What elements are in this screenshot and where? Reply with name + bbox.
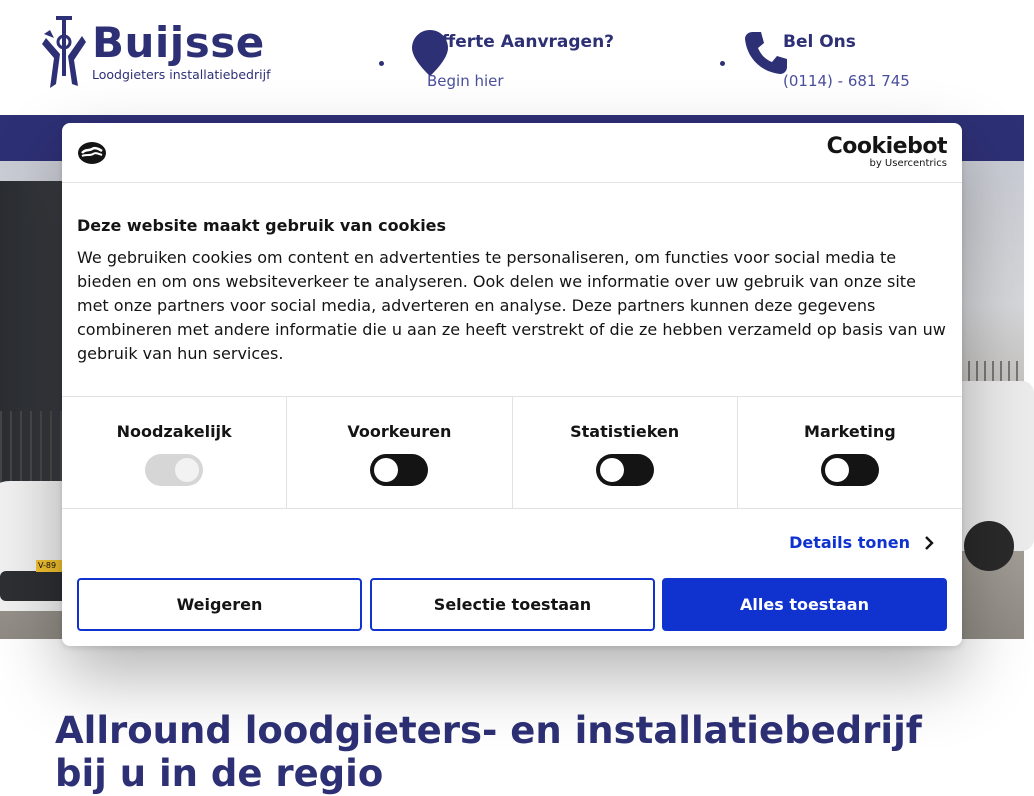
category-label: Statistieken	[570, 422, 680, 441]
license-plate: V-89	[36, 560, 66, 572]
category-necessary	[62, 397, 287, 508]
marketing-toggle[interactable]	[821, 454, 879, 486]
category-label: Voorkeuren	[347, 422, 452, 441]
cookie-dialog-text: We gebruiken cookies om content en advertenties te personaliseren, om functies voor social media te bieden en om ons websiteverkeer te analyseren. Ook delen we informatie over uw gebruik van onze site met onze partners voor social media, adverteren en analyse. Deze partners kunnen deze gegevens combineren met andere informatie die u aan ze heeft verstrekt of die ze hebben verzameld op basis van uw gebruik van hun services.	[77, 248, 946, 363]
category-label: Marketing	[804, 422, 896, 441]
phone-number-link[interactable]: (0114) - 681 745	[783, 72, 910, 90]
cookiebot-brand[interactable]	[827, 136, 947, 170]
show-details-label: Details tonen	[789, 533, 910, 552]
separator-dot	[379, 61, 384, 66]
site-header	[0, 0, 1024, 115]
cookie-dialog-header	[62, 123, 962, 183]
cookie-icon	[77, 140, 107, 166]
chevron-right-icon	[924, 536, 934, 550]
cookie-consent-dialog	[62, 123, 962, 646]
statistics-toggle[interactable]	[596, 454, 654, 486]
category-preferences	[287, 397, 512, 508]
quote-link[interactable]: Begin hier	[427, 72, 504, 90]
cookie-dialog-title: Deze website maakt gebruik van cookies	[77, 216, 447, 235]
toggle-knob	[175, 458, 199, 482]
page-headline: Allround loodgieters- en installatiebedrijf	[55, 709, 922, 752]
necessary-toggle	[145, 454, 203, 486]
category-marketing	[738, 397, 962, 508]
cookie-category-row	[62, 396, 962, 509]
deny-button[interactable]: Weigeren	[77, 578, 362, 631]
preferences-toggle[interactable]	[370, 454, 428, 486]
quote-title[interactable]: Offerte Aanvragen?	[427, 32, 615, 52]
call-title[interactable]: Bel Ons	[783, 32, 856, 52]
plumber-logo-icon	[40, 14, 88, 92]
logo-tagline: Loodgieters installatiebedrijf	[92, 67, 271, 82]
wheel-shape	[964, 521, 1014, 571]
toggle-knob	[825, 458, 849, 482]
category-statistics	[513, 397, 738, 508]
allow-selection-button[interactable]: Selectie toestaan	[370, 578, 655, 631]
allow-all-button[interactable]: Alles toestaan	[662, 578, 947, 631]
show-details-link[interactable]	[789, 533, 934, 552]
toggle-knob	[600, 458, 624, 482]
category-label: Noodzakelijk	[116, 422, 232, 441]
logo-wordmark: Buijsse	[92, 18, 265, 67]
cookiebot-wordmark: Cookiebot	[826, 134, 947, 159]
page-headline-line2: bij u in de regio	[55, 752, 384, 795]
separator-dot	[720, 61, 725, 66]
cookiebot-byline: by Usercentrics	[869, 158, 947, 169]
toggle-knob	[374, 458, 398, 482]
company-logo[interactable]	[40, 14, 285, 92]
